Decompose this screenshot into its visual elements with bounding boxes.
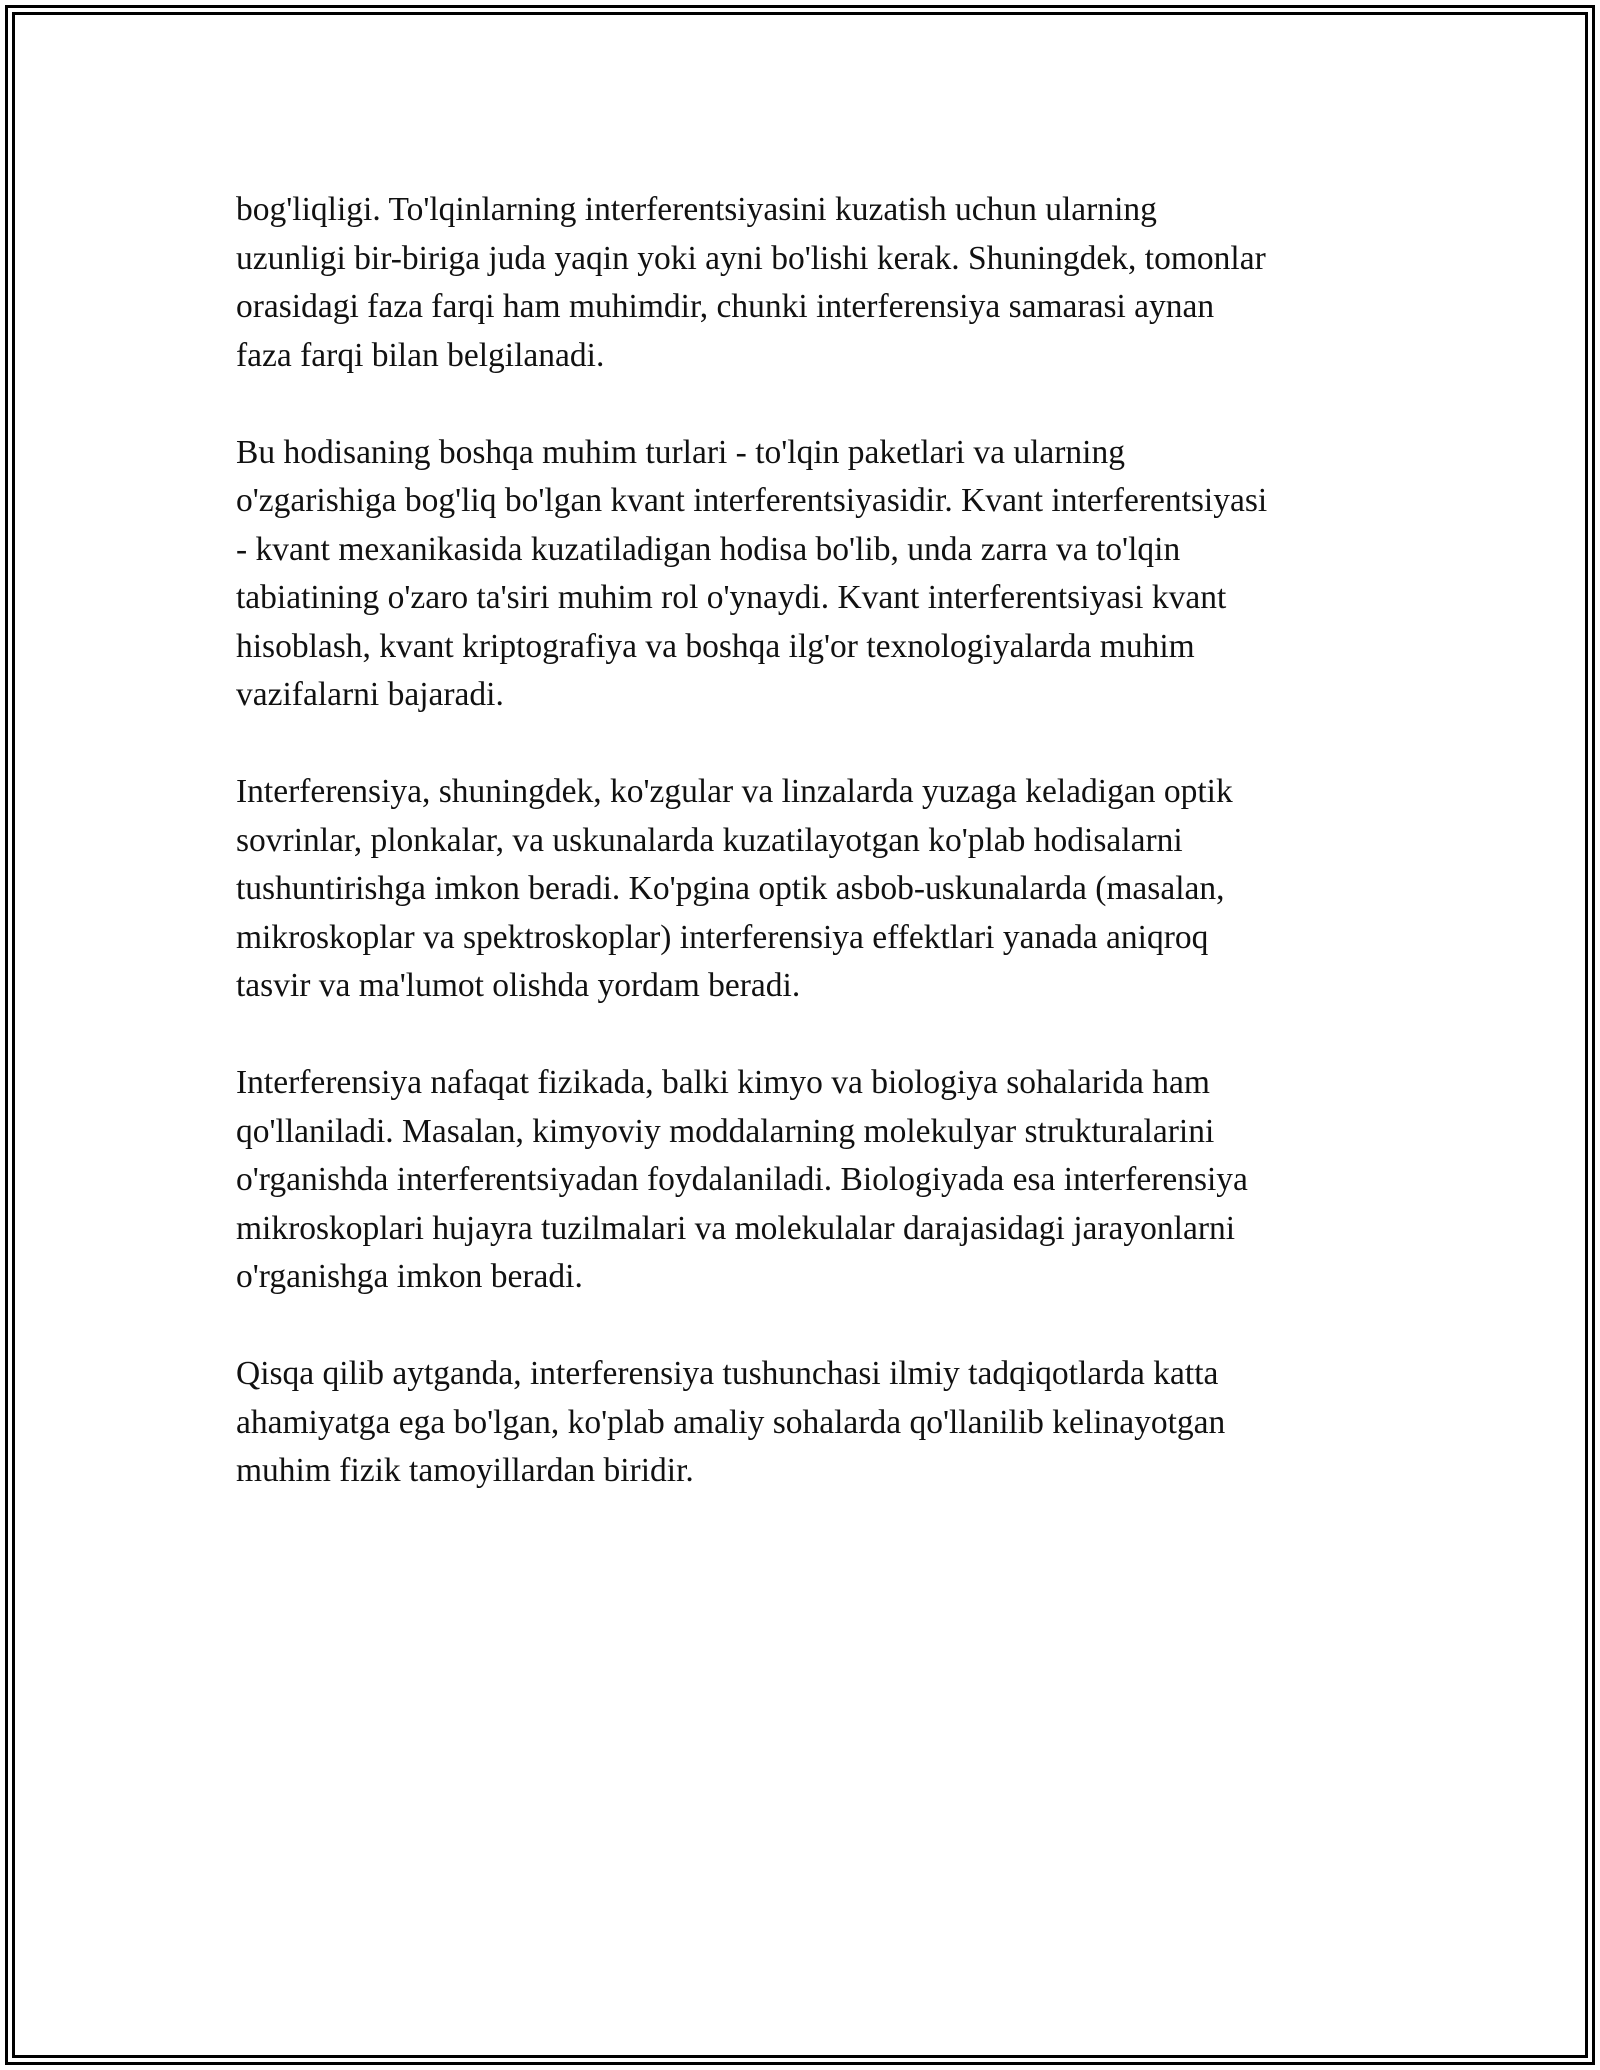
text-line: Bu hodisaning boshqa muhim turlari - to'lqin paketlari va ularning: [236, 433, 1125, 471]
text-line: o'rganishga imkon beradi.: [236, 1258, 583, 1295]
paragraph-2: [236, 429, 1386, 720]
text-line: orasidagi faza farqi ham muhimdir, chunki interferensiya samarasi aynan: [236, 288, 1215, 325]
text-line: vazifalarni bajaradi.: [236, 676, 504, 713]
text-line: mikroskoplar va spektroskoplar) interferensiya effektlari yanada aniqroq: [236, 918, 1209, 956]
text-line: Qisqa qilib aytganda, interferensiya tushunchasi ilmiy tadqiqotlarda katta: [236, 1355, 1219, 1392]
paragraph-5: [236, 1350, 1386, 1496]
text-line: qo'llaniladi. Masalan, kimyoviy moddalarning molekulyar strukturalarini: [236, 1112, 1215, 1150]
paragraph-3: [236, 768, 1386, 1011]
text-line: mikroskoplari hujayra tuzilmalari va molekulalar darajasidagi jarayonlarni: [236, 1209, 1236, 1247]
text-line: bog'liqligi. To'lqinlarning interferentsiyasini kuzatish uchun ularning: [236, 191, 1157, 228]
paragraph-4: [236, 1059, 1386, 1302]
paragraph-1: [236, 186, 1386, 380]
text-line: tushuntirishga imkon beradi. Ko'pgina optik asbob-uskunalarda (masalan,: [236, 870, 1225, 907]
text-line: o'zgarishiga bog'liq bo'lgan kvant interferentsiyasidir. Kvant interferentsiyasi: [236, 482, 1268, 519]
text-line: Interferensiya nafaqat fizikada, balki kimyo va biologiya sohalarida ham: [236, 1064, 1210, 1101]
text-line: tabiatining o'zaro ta'siri muhim rol o'ynaydi. Kvant interferentsiyasi kvant: [236, 579, 1227, 616]
text-line: - kvant mexanikasida kuzatiladigan hodisa bo'lib, unda zarra va to'lqin: [236, 530, 1181, 568]
text-line: sovrinlar, plonkalar, va uskunalarda kuzatilayotgan ko'plab hodisalarni: [236, 821, 1183, 859]
text-line: o'rganishda interferentsiyadan foydalaniladi. Biologiyada esa interferensiya: [236, 1161, 1248, 1198]
document-body: [236, 186, 1386, 1544]
text-line: Interferensiya, shuningdek, ko'zgular va linzalarda yuzaga keladigan optik: [236, 773, 1233, 810]
text-line: muhim fizik tamoyillardan biridir.: [236, 1452, 694, 1489]
text-line: tasvir va ma'lumot olishda yordam beradi.: [236, 967, 801, 1004]
text-line: faza farqi bilan belgilanadi.: [236, 336, 605, 374]
text-line: ahamiyatga ega bo'lgan, ko'plab amaliy sohalarda qo'llanilib kelinayotgan: [236, 1403, 1226, 1441]
text-line: uzunligi bir-biriga juda yaqin yoki ayni bo'lishi kerak. Shuningdek, tomonlar: [236, 239, 1266, 277]
text-line: hisoblash, kvant kriptografiya va boshqa ilg'or texnologiyalarda muhim: [236, 627, 1195, 665]
